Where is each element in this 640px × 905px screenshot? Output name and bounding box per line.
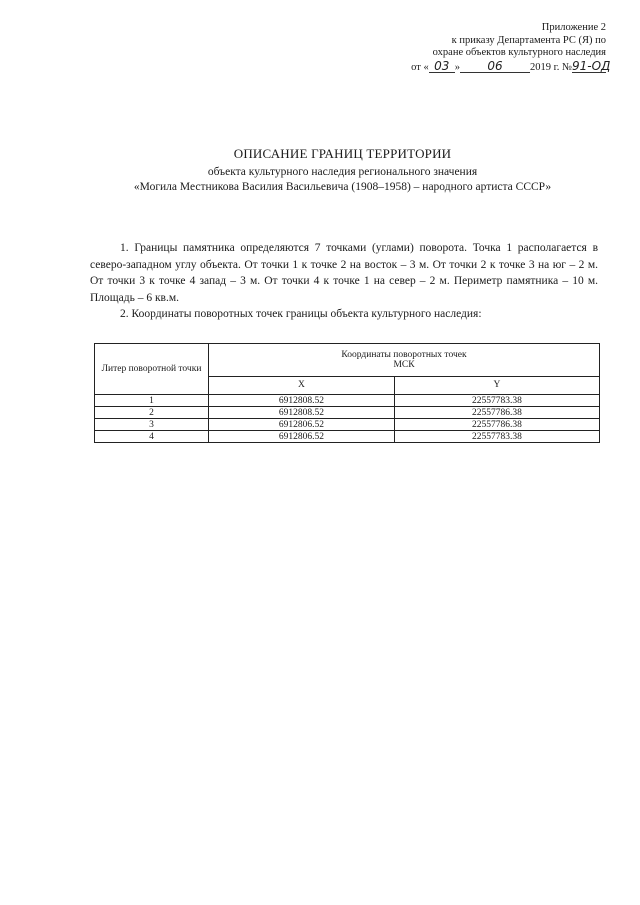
- cell-y: 22557786.38: [394, 419, 599, 431]
- order-prefix: от «: [411, 61, 429, 73]
- object-name: «Могила Местникова Василия Васильевича (1908–1958) – народного артиста СССР»: [133, 181, 552, 193]
- header-y: Y: [394, 376, 599, 394]
- table-row: [95, 419, 600, 431]
- order-year: 2019 г. №: [529, 61, 572, 73]
- document-heading: [60, 146, 625, 193]
- appendix-order-ref: к приказу Департамента РС (Я) по: [451, 34, 606, 46]
- handwritten-number: 91-ОД: [572, 58, 611, 73]
- header-x: X: [209, 376, 395, 394]
- appendix-title: Приложение 2: [541, 22, 606, 33]
- cell-point: 2: [95, 407, 209, 419]
- cell-x: 6912806.52: [209, 431, 395, 443]
- header-coordinate-system: МСК: [393, 359, 415, 370]
- cell-y: 22557783.38: [394, 431, 599, 443]
- table-header-row: [95, 344, 600, 377]
- header-point-liter: Литер поворотной точки: [95, 344, 209, 395]
- document-subtitle: объекта культурного наследия регионального значения: [207, 166, 478, 178]
- cell-point: 3: [95, 419, 209, 431]
- document-body: [90, 240, 598, 323]
- table-row: [95, 431, 600, 443]
- appendix-order-subject: охране объектов культурного наследия: [432, 47, 606, 58]
- cell-point: 1: [95, 395, 209, 407]
- order-quote-close: »: [454, 61, 460, 73]
- cell-y: 22557783.38: [394, 395, 599, 407]
- coordinates-table: [94, 343, 600, 443]
- table-row: [95, 395, 600, 407]
- handwritten-day: 03: [429, 60, 455, 73]
- document-title: ОПИСАНИЕ ГРАНИЦ ТЕРРИТОРИИ: [233, 146, 452, 161]
- header-coordinates: [209, 344, 600, 377]
- header-coordinates-label: Координаты поворотных точек: [341, 349, 467, 360]
- table-row: [95, 407, 600, 419]
- cell-x: 6912808.52: [209, 395, 395, 407]
- cell-x: 6912806.52: [209, 419, 395, 431]
- appendix-header: [360, 22, 611, 74]
- cell-y: 22557786.38: [394, 407, 599, 419]
- handwritten-month: 06: [460, 60, 530, 73]
- coordinates-intro: 2. Координаты поворотных точек границы объекта культурного наследия:: [120, 308, 482, 320]
- cell-point: 4: [95, 431, 209, 443]
- order-date-number: [360, 58, 611, 75]
- cell-x: 6912808.52: [209, 407, 395, 419]
- boundary-description: 1. Границы памятника определяются 7 точками (углами) поворота. Точка 1 располагается в северо-западном углу объекта. От точки 1 к точке 2 на восток – 3 м. От точки 2 к точке 3 на юг – 2 м. От точки 3 к точке 4 запад – 3 м. От точки 4 к точке 1 на север – 2 м. Периметр памятника – 10 м. Площадь – 6 кв.м.: [90, 242, 598, 304]
